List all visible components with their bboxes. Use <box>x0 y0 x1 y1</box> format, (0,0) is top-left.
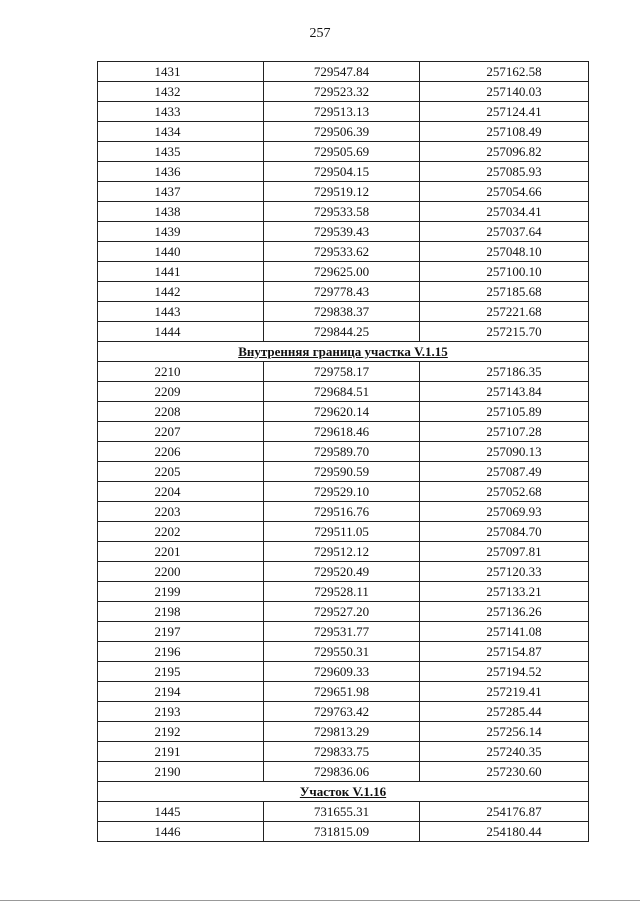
table-row <box>98 142 589 162</box>
table-row <box>98 742 589 762</box>
y-coordinate-cell: 257034.41 <box>420 202 589 222</box>
x-coordinate-cell: 729833.75 <box>264 742 420 762</box>
point-number-cell: 2192 <box>98 722 264 742</box>
y-coordinate-cell: 257084.70 <box>420 522 589 542</box>
y-coordinate-cell: 257108.49 <box>420 122 589 142</box>
table-row <box>98 482 589 502</box>
point-number-cell: 2193 <box>98 702 264 722</box>
y-coordinate-cell: 257215.70 <box>420 322 589 342</box>
section-header-row <box>98 782 589 802</box>
table-row <box>98 362 589 382</box>
page-bottom-rule <box>0 900 640 901</box>
y-coordinate-cell: 257107.28 <box>420 422 589 442</box>
x-coordinate-cell: 729519.12 <box>264 182 420 202</box>
y-coordinate-cell: 257143.84 <box>420 382 589 402</box>
x-coordinate-cell: 729547.84 <box>264 62 420 82</box>
table-row <box>98 622 589 642</box>
x-coordinate-cell: 729758.17 <box>264 362 420 382</box>
y-coordinate-cell: 257085.93 <box>420 162 589 182</box>
table-row <box>98 262 589 282</box>
section-header-row <box>98 342 589 362</box>
point-number-cell: 2190 <box>98 762 264 782</box>
x-coordinate-cell: 729528.11 <box>264 582 420 602</box>
y-coordinate-cell: 257140.03 <box>420 82 589 102</box>
point-number-cell: 2209 <box>98 382 264 402</box>
section-title: Внутренняя граница участка V.1.15 <box>98 342 589 362</box>
x-coordinate-cell: 729589.70 <box>264 442 420 462</box>
table-row <box>98 582 589 602</box>
y-coordinate-cell: 254180.44 <box>420 822 589 842</box>
x-coordinate-cell: 729778.43 <box>264 282 420 302</box>
y-coordinate-cell: 257285.44 <box>420 702 589 722</box>
y-coordinate-cell: 257141.08 <box>420 622 589 642</box>
x-coordinate-cell: 729836.06 <box>264 762 420 782</box>
point-number-cell: 2194 <box>98 682 264 702</box>
point-number-cell: 2205 <box>98 462 264 482</box>
x-coordinate-cell: 729539.43 <box>264 222 420 242</box>
point-number-cell: 1432 <box>98 82 264 102</box>
point-number-cell: 1441 <box>98 262 264 282</box>
table-row <box>98 162 589 182</box>
x-coordinate-cell: 729513.13 <box>264 102 420 122</box>
x-coordinate-cell: 729550.31 <box>264 642 420 662</box>
x-coordinate-cell: 729506.39 <box>264 122 420 142</box>
y-coordinate-cell: 257087.49 <box>420 462 589 482</box>
table-row <box>98 462 589 482</box>
y-coordinate-cell: 257048.10 <box>420 242 589 262</box>
x-coordinate-cell: 729533.62 <box>264 242 420 262</box>
y-coordinate-cell: 257230.60 <box>420 762 589 782</box>
y-coordinate-cell: 254176.87 <box>420 802 589 822</box>
table-row <box>98 382 589 402</box>
table-row <box>98 422 589 442</box>
x-coordinate-cell: 729620.14 <box>264 402 420 422</box>
table-row <box>98 122 589 142</box>
y-coordinate-cell: 257069.93 <box>420 502 589 522</box>
table-row <box>98 722 589 742</box>
x-coordinate-cell: 729684.51 <box>264 382 420 402</box>
point-number-cell: 1431 <box>98 62 264 82</box>
table-row <box>98 662 589 682</box>
point-number-cell: 2197 <box>98 622 264 642</box>
table-row <box>98 502 589 522</box>
y-coordinate-cell: 257097.81 <box>420 542 589 562</box>
x-coordinate-cell: 729838.37 <box>264 302 420 322</box>
table-row <box>98 302 589 322</box>
table-row <box>98 562 589 582</box>
point-number-cell: 1443 <box>98 302 264 322</box>
point-number-cell: 1434 <box>98 122 264 142</box>
x-coordinate-cell: 729651.98 <box>264 682 420 702</box>
x-coordinate-cell: 729520.49 <box>264 562 420 582</box>
table-row <box>98 642 589 662</box>
y-coordinate-cell: 257133.21 <box>420 582 589 602</box>
x-coordinate-cell: 729527.20 <box>264 602 420 622</box>
y-coordinate-cell: 257240.35 <box>420 742 589 762</box>
x-coordinate-cell: 729529.10 <box>264 482 420 502</box>
section-title: Участок V.1.16 <box>98 782 589 802</box>
point-number-cell: 1446 <box>98 822 264 842</box>
x-coordinate-cell: 729516.76 <box>264 502 420 522</box>
point-number-cell: 2201 <box>98 542 264 562</box>
y-coordinate-cell: 257136.26 <box>420 602 589 622</box>
point-number-cell: 1433 <box>98 102 264 122</box>
table-row <box>98 182 589 202</box>
coordinates-table <box>97 61 589 842</box>
x-coordinate-cell: 731815.09 <box>264 822 420 842</box>
table-row <box>98 242 589 262</box>
point-number-cell: 2207 <box>98 422 264 442</box>
table-row <box>98 62 589 82</box>
table-row <box>98 282 589 302</box>
point-number-cell: 1440 <box>98 242 264 262</box>
table-row <box>98 222 589 242</box>
x-coordinate-cell: 729844.25 <box>264 322 420 342</box>
table-row <box>98 702 589 722</box>
table-row <box>98 542 589 562</box>
table-row <box>98 202 589 222</box>
point-number-cell: 2200 <box>98 562 264 582</box>
y-coordinate-cell: 257221.68 <box>420 302 589 322</box>
x-coordinate-cell: 729512.12 <box>264 542 420 562</box>
x-coordinate-cell: 729763.42 <box>264 702 420 722</box>
y-coordinate-cell: 257100.10 <box>420 262 589 282</box>
y-coordinate-cell: 257162.58 <box>420 62 589 82</box>
table-row <box>98 82 589 102</box>
point-number-cell: 2206 <box>98 442 264 462</box>
point-number-cell: 2202 <box>98 522 264 542</box>
y-coordinate-cell: 257054.66 <box>420 182 589 202</box>
x-coordinate-cell: 729618.46 <box>264 422 420 442</box>
point-number-cell: 2191 <box>98 742 264 762</box>
y-coordinate-cell: 257037.64 <box>420 222 589 242</box>
x-coordinate-cell: 729609.33 <box>264 662 420 682</box>
x-coordinate-cell: 731655.31 <box>264 802 420 822</box>
point-number-cell: 1445 <box>98 802 264 822</box>
table-row <box>98 682 589 702</box>
point-number-cell: 1438 <box>98 202 264 222</box>
point-number-cell: 2210 <box>98 362 264 382</box>
table-row <box>98 442 589 462</box>
point-number-cell: 2198 <box>98 602 264 622</box>
table-row <box>98 822 589 842</box>
x-coordinate-cell: 729511.05 <box>264 522 420 542</box>
point-number-cell: 1444 <box>98 322 264 342</box>
y-coordinate-cell: 257090.13 <box>420 442 589 462</box>
x-coordinate-cell: 729590.59 <box>264 462 420 482</box>
x-coordinate-cell: 729523.32 <box>264 82 420 102</box>
point-number-cell: 1439 <box>98 222 264 242</box>
x-coordinate-cell: 729625.00 <box>264 262 420 282</box>
x-coordinate-cell: 729813.29 <box>264 722 420 742</box>
y-coordinate-cell: 257194.52 <box>420 662 589 682</box>
y-coordinate-cell: 257256.14 <box>420 722 589 742</box>
table-row <box>98 522 589 542</box>
x-coordinate-cell: 729504.15 <box>264 162 420 182</box>
point-number-cell: 1436 <box>98 162 264 182</box>
table-row <box>98 802 589 822</box>
y-coordinate-cell: 257052.68 <box>420 482 589 502</box>
point-number-cell: 2208 <box>98 402 264 422</box>
table-row <box>98 762 589 782</box>
y-coordinate-cell: 257186.35 <box>420 362 589 382</box>
y-coordinate-cell: 257124.41 <box>420 102 589 122</box>
x-coordinate-cell: 729531.77 <box>264 622 420 642</box>
point-number-cell: 2203 <box>98 502 264 522</box>
y-coordinate-cell: 257185.68 <box>420 282 589 302</box>
point-number-cell: 2204 <box>98 482 264 502</box>
table-row <box>98 102 589 122</box>
y-coordinate-cell: 257154.87 <box>420 642 589 662</box>
x-coordinate-cell: 729533.58 <box>264 202 420 222</box>
y-coordinate-cell: 257219.41 <box>420 682 589 702</box>
table-row <box>98 402 589 422</box>
y-coordinate-cell: 257105.89 <box>420 402 589 422</box>
y-coordinate-cell: 257096.82 <box>420 142 589 162</box>
point-number-cell: 1435 <box>98 142 264 162</box>
point-number-cell: 2199 <box>98 582 264 602</box>
point-number-cell: 2196 <box>98 642 264 662</box>
point-number-cell: 1442 <box>98 282 264 302</box>
coordinates-table-body <box>98 62 589 842</box>
table-row <box>98 602 589 622</box>
y-coordinate-cell: 257120.33 <box>420 562 589 582</box>
point-number-cell: 1437 <box>98 182 264 202</box>
point-number-cell: 2195 <box>98 662 264 682</box>
table-row <box>98 322 589 342</box>
x-coordinate-cell: 729505.69 <box>264 142 420 162</box>
page-number: 257 <box>309 26 331 41</box>
